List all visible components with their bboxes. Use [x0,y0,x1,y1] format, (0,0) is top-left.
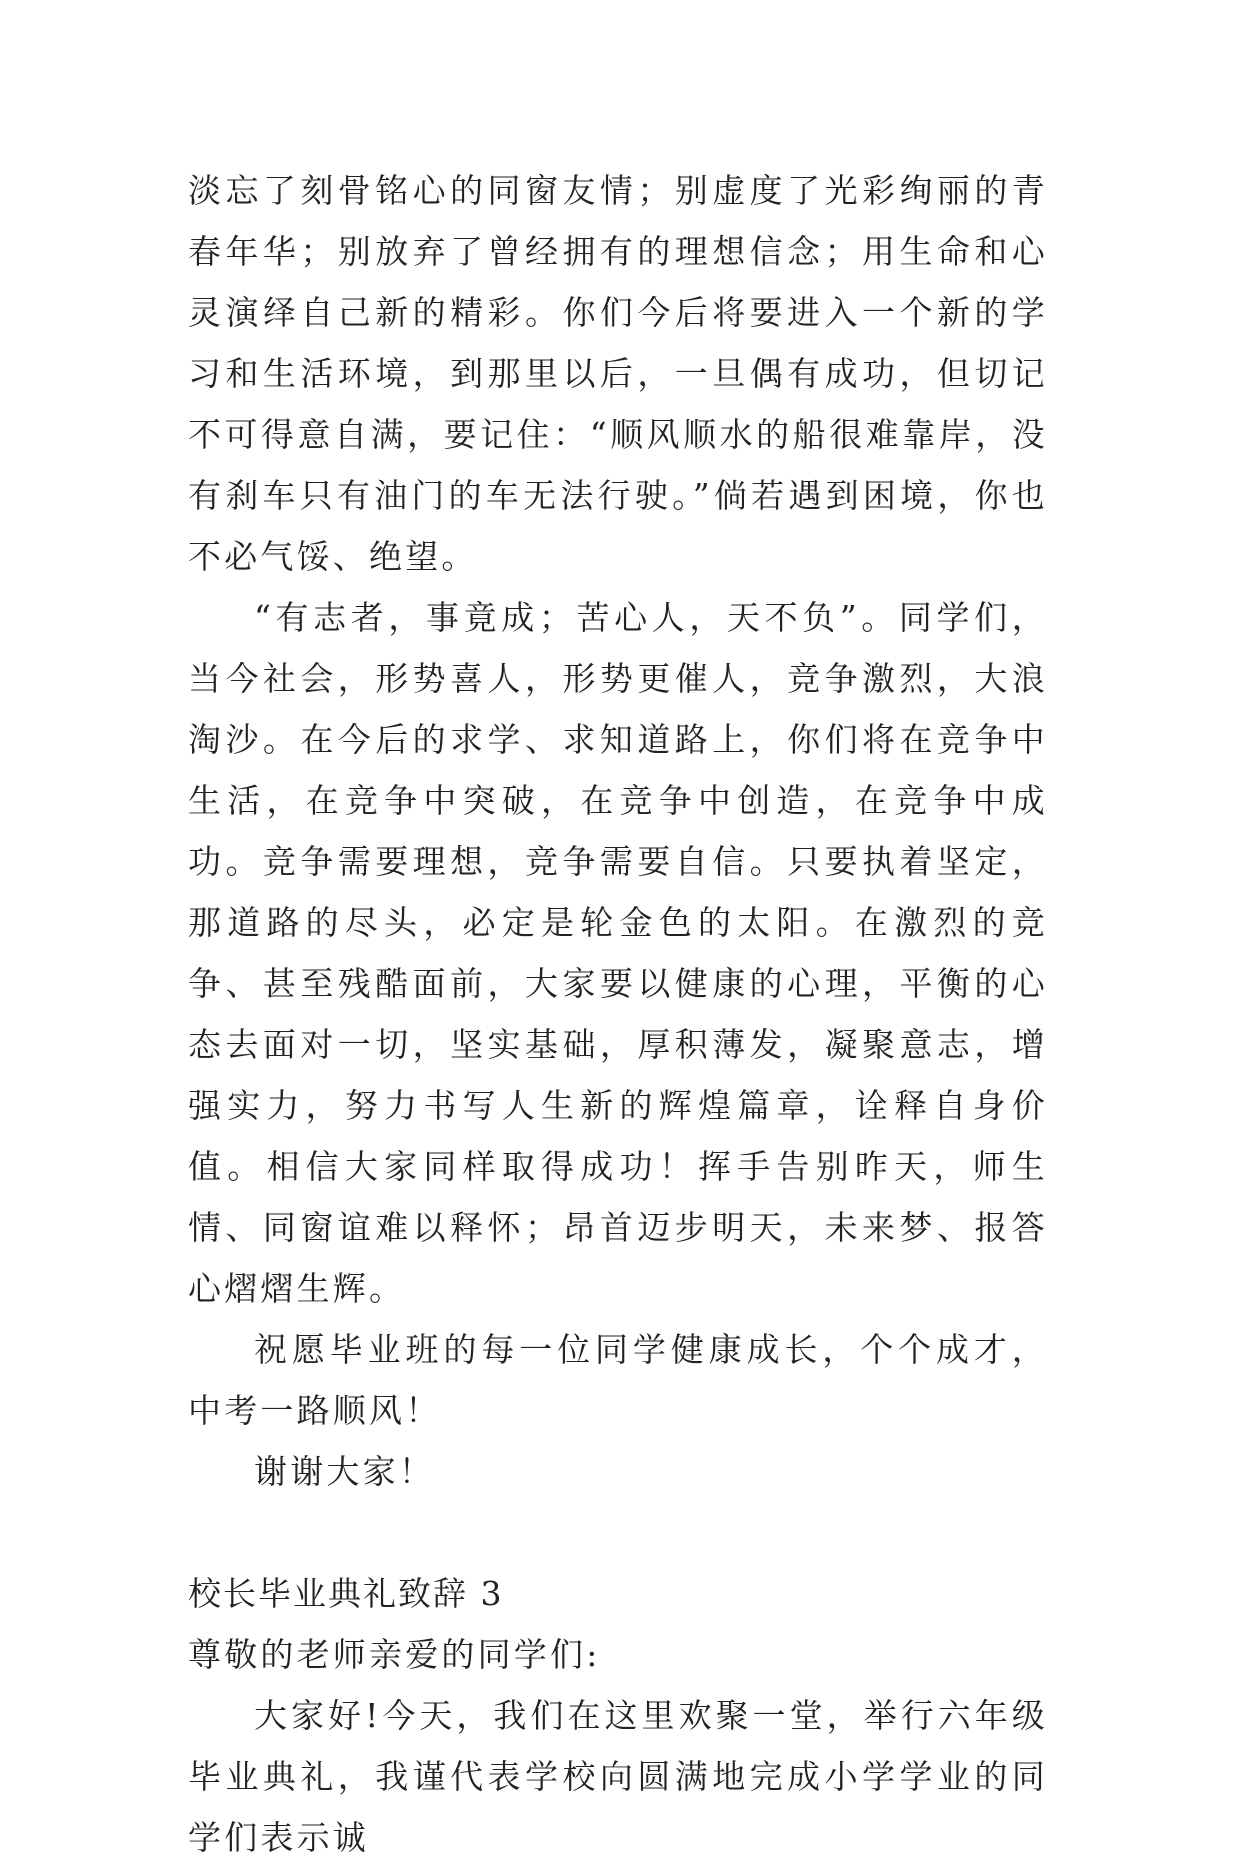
body-paragraph: “有志者，事竟成；苦心人，天不负”。同学们，当今社会，形势喜人，形势更催人，竞争激烈，大浪淘沙。在今后的求学、求知道路上，你们将在竞争中生活，在竞争中突破，在竞争中创造，在竞争中成功。竞争需要理想，竞争需要自信。只要执着坚定，那道路的尽头，必定是轮金色的太阳。在激烈的竞争、甚至残酷面前，大家要以健康的心理，平衡的心态去面对一切，坚实基础，厚积薄发，凝聚意志，增强实力，努力书写人生新的辉煌篇章，诠释自身价值。相信大家同样取得成功！挥手告别昨天，师生情、同窗谊难以释怀；昂首迈步明天，未来梦、报答心熠熠生辉。 [188,598,1048,1308]
section-title: 校长毕业典礼致辞 3 [188,1574,504,1613]
body-paragraph: 大家好!今天，我们在这里欢聚一堂，举行六年级毕业典礼，我谨代表学校向圆满地完成小学学业的同学们表示诚 [188,1696,1048,1857]
closing-wish-paragraph: 祝愿毕业班的每一位同学健康成长，个个成才，中考一路顺风！ [188,1330,1048,1430]
salutation: 尊敬的老师亲爱的同学们: [188,1635,601,1674]
section-spacer [188,1502,1048,1563]
body-paragraph: 淡忘了刻骨铭心的同窗友情；别虚度了光彩绚丽的青春年华；别放弃了曾经拥有的理想信念；用生命和心灵演绎自己新的精彩。你们今后将要进入一个新的学习和生活环境，到那里以后，一旦偶有成功，但切记不可得意自满，要记住：“顺风顺水的船很难靠岸，没有刹车只有油门的车无法行驶。”倘若遇到困境，你也不必气馁、绝望。 [188,171,1048,576]
document-body [188,160,1048,1868]
thanks-paragraph: 谢谢大家！ [254,1452,435,1491]
